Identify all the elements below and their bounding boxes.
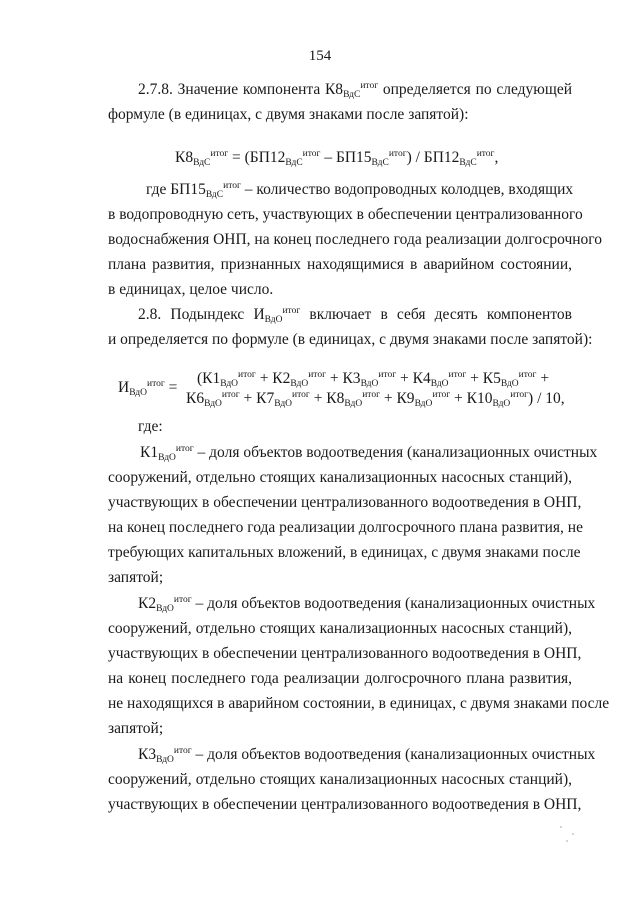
definition-k2-line-5 bbox=[108, 692, 610, 716]
definition-k1-line-1 bbox=[140, 441, 598, 465]
text-run: на конец последнего года реализации долгосрочного плана развития, не bbox=[108, 519, 583, 536]
text-run: К2 bbox=[138, 595, 157, 612]
subscript: ВдО bbox=[158, 453, 176, 463]
text-run: = (БП12 bbox=[228, 149, 286, 166]
definition-k2-line-2 bbox=[108, 617, 572, 641]
subscript: ВдО bbox=[156, 604, 174, 614]
text-run: , bbox=[494, 149, 499, 166]
text-run: где: bbox=[138, 418, 163, 435]
definition-k2-line-1 bbox=[138, 592, 596, 616]
subscript: ВдС bbox=[193, 158, 211, 168]
definition-k3-line-1 bbox=[138, 743, 596, 767]
subscript: ВдО bbox=[264, 315, 283, 325]
formula-i-vdo-numerator-line-2 bbox=[186, 387, 565, 411]
subscript: ВдС bbox=[285, 158, 303, 168]
superscript: итог bbox=[175, 444, 194, 454]
subscript: ВдС bbox=[205, 190, 224, 200]
text-run: И bbox=[118, 379, 130, 396]
text-run: где БП15 bbox=[146, 181, 206, 198]
definition-k3-line-2 bbox=[108, 768, 572, 792]
superscript: итог bbox=[388, 149, 407, 159]
where-label bbox=[138, 415, 238, 439]
subscript: ВдО bbox=[290, 379, 309, 389]
superscript: итог bbox=[308, 370, 326, 380]
text-run: запятой; bbox=[108, 720, 164, 737]
subscript: ВдО bbox=[204, 399, 222, 409]
text-run: + К4 bbox=[396, 370, 431, 387]
text-run: сооружений, отдельно стоящих канализационных насосных станций), bbox=[108, 771, 572, 788]
superscript: итог bbox=[510, 390, 529, 400]
definition-k1-line-2 bbox=[108, 466, 572, 490]
text-run: требующих капитальных вложений, в единицах, с двумя знаками после bbox=[108, 544, 581, 561]
text-run: + К9 bbox=[379, 390, 415, 407]
text-run: на конец последнего года реализации долгосрочного плана развития, bbox=[108, 670, 572, 687]
page-number: 154 bbox=[308, 48, 332, 64]
text-run: плана развития, признанных находящимися в аварийном состоянии, bbox=[108, 256, 572, 273]
superscript: итог bbox=[378, 370, 397, 380]
subscript: ВдС bbox=[459, 158, 477, 168]
superscript: итог bbox=[221, 390, 240, 400]
text-run: участвующих в обеспечении централизованного водоотведения в ОНП, bbox=[108, 494, 582, 511]
scan-speck bbox=[566, 840, 568, 842]
definition-k1-line-6 bbox=[108, 566, 572, 590]
subscript: ВдО bbox=[430, 379, 449, 389]
section-2-7-8-line-2 bbox=[108, 103, 572, 127]
superscript: итог bbox=[147, 379, 165, 389]
text-run: К3 bbox=[138, 746, 157, 763]
definition-bp15-line-2 bbox=[108, 203, 583, 227]
text-run: ) / БП12 bbox=[406, 149, 460, 166]
text-run: К6 bbox=[186, 390, 205, 407]
text-run: участвующих в обеспечении централизованного водоотведения в ОНП, bbox=[108, 796, 582, 813]
scan-speck bbox=[560, 826, 562, 828]
definition-k1-line-3 bbox=[108, 491, 582, 515]
definition-k2-line-3 bbox=[108, 642, 582, 666]
text-run: формуле (в единицах, с двумя знаками после запятой): bbox=[108, 106, 469, 123]
definition-bp15-line-5 bbox=[108, 278, 572, 302]
superscript: итог bbox=[362, 390, 380, 400]
subscript: ВдО bbox=[129, 388, 147, 398]
section-2-8-line-1 bbox=[138, 303, 572, 327]
text-run: в единицах, целое число. bbox=[108, 281, 274, 298]
text-run: и определяется по формуле (в единицах, с двумя знаками после запятой): bbox=[108, 331, 593, 348]
superscript: итог bbox=[282, 306, 301, 316]
superscript: итог bbox=[238, 370, 256, 380]
definition-k2-line-6 bbox=[108, 717, 572, 741]
superscript: итог bbox=[518, 370, 537, 380]
text-run: не находящихся в аварийном состоянии, в единицах, с двумя знаками после bbox=[108, 695, 610, 712]
definition-bp15-line-4 bbox=[108, 253, 572, 277]
superscript: итог bbox=[432, 390, 451, 400]
text-run: – БП15 bbox=[320, 149, 372, 166]
text-run: 2.8. Подындекс И bbox=[138, 306, 265, 323]
text-run: участвующих в обеспечении централизованного водоотведения в ОНП, bbox=[108, 645, 582, 662]
text-run: – доля объектов водоотведения (канализационных очистных bbox=[191, 595, 596, 612]
text-run: + К7 bbox=[239, 390, 275, 407]
subscript: ВдО bbox=[220, 379, 239, 389]
superscript: итог bbox=[210, 149, 229, 159]
text-run: определяется по следующей bbox=[378, 81, 572, 98]
text-run: 2.7.8. Значение компонента К8 bbox=[138, 81, 344, 98]
superscript: итог bbox=[223, 181, 241, 191]
definition-k1-line-5 bbox=[108, 541, 581, 565]
text-run: + К2 bbox=[255, 370, 291, 387]
text-run: в водопроводную сеть, участвующих в обеспечении централизованного bbox=[108, 206, 583, 223]
subscript: ВдО bbox=[360, 379, 379, 389]
text-run: сооружений, отдельно стоящих канализационных насосных станций), bbox=[108, 469, 572, 486]
definition-k3-line-3 bbox=[108, 793, 582, 817]
superscript: итог bbox=[476, 149, 495, 159]
text-run: – количество водопроводных колодцев, входящих bbox=[240, 181, 574, 198]
subscript: ВдО bbox=[156, 755, 174, 765]
definition-bp15-line-3 bbox=[108, 228, 603, 252]
text-run: включает в себя десять компонентов bbox=[300, 306, 572, 323]
definition-bp15-line-1 bbox=[146, 178, 572, 202]
text-run: + К10 bbox=[450, 390, 493, 407]
text-run: + К5 bbox=[466, 370, 501, 387]
subscript: ВдО bbox=[344, 399, 363, 409]
text-run: (К1 bbox=[197, 370, 221, 387]
text-run: запятой; bbox=[108, 569, 164, 586]
text-run: К1 bbox=[140, 444, 159, 461]
superscript: итог bbox=[302, 149, 321, 159]
superscript: итог bbox=[173, 746, 192, 756]
subscript: ВдО bbox=[274, 399, 293, 409]
text-run: + К8 bbox=[309, 390, 345, 407]
text-run: + К3 bbox=[325, 370, 361, 387]
superscript: итог bbox=[173, 595, 192, 605]
definition-k1-line-4 bbox=[108, 516, 583, 540]
formula-k8-vds bbox=[175, 146, 498, 170]
formula-i-vdo-lhs bbox=[118, 376, 177, 400]
text-run: водоснабжения ОНП, на конец последнего года реализации долгосрочного bbox=[108, 231, 603, 248]
text-run: К8 bbox=[175, 149, 194, 166]
subscript: ВдО bbox=[492, 399, 511, 409]
superscript: итог bbox=[448, 370, 467, 380]
text-run: – доля объектов водоотведения (канализационных очистных bbox=[191, 746, 596, 763]
definition-k2-line-4 bbox=[108, 667, 572, 691]
subscript: ВдС bbox=[343, 90, 361, 100]
section-2-8-line-2 bbox=[108, 328, 593, 352]
scan-speck bbox=[572, 833, 574, 835]
superscript: итог bbox=[292, 390, 310, 400]
text-run: ) / 10, bbox=[528, 390, 565, 407]
subscript: ВдС bbox=[371, 158, 389, 168]
subscript: ВдО bbox=[414, 399, 433, 409]
text-run: + bbox=[536, 370, 550, 387]
subscript: ВдО bbox=[500, 379, 519, 389]
superscript: итог bbox=[360, 81, 379, 91]
section-2-7-8-line-1 bbox=[138, 78, 572, 102]
text-run: сооружений, отдельно стоящих канализационных насосных станций), bbox=[108, 620, 572, 637]
text-run: – доля объектов водоотведения (канализационных очистных bbox=[193, 444, 598, 461]
text-run: = bbox=[164, 379, 178, 396]
